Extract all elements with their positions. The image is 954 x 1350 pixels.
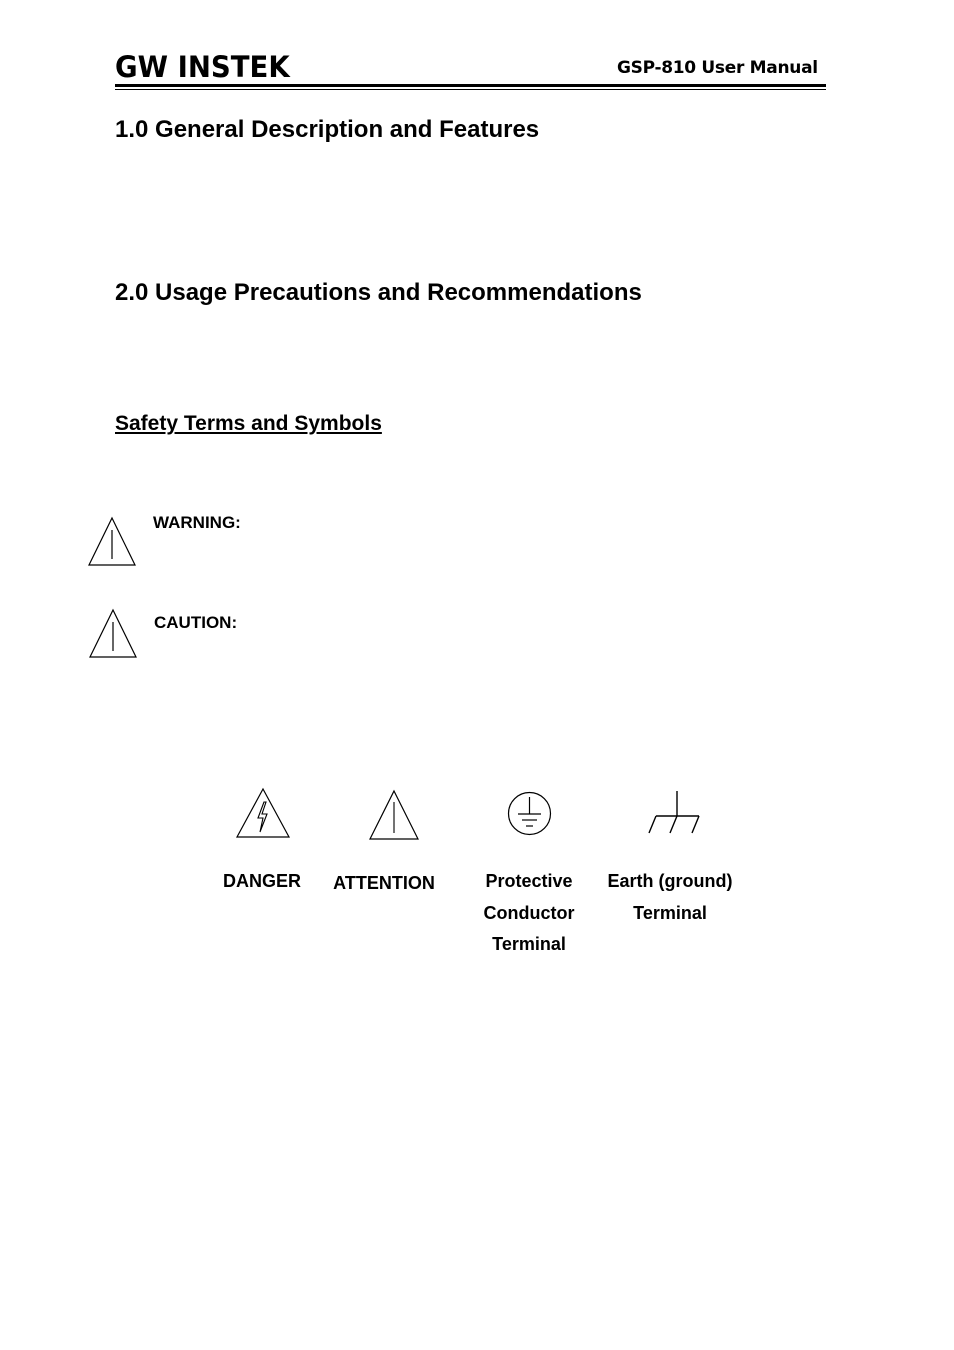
safety-subtitle: Safety Terms and Symbols xyxy=(115,412,382,435)
earth-ground-icon xyxy=(646,790,702,836)
danger-label: DANGER xyxy=(222,871,301,891)
earth-ground-label xyxy=(595,866,745,929)
protective-conductor-label xyxy=(464,866,594,961)
header-rule-thick xyxy=(115,84,826,87)
protective-label-line3: Terminal xyxy=(492,934,566,954)
warning-label: WARNING: xyxy=(153,513,241,532)
protective-conductor-icon xyxy=(507,791,552,836)
earth-label-line2: Terminal xyxy=(633,902,707,923)
caution-triangle-icon xyxy=(89,609,137,658)
earth-label-line1: Earth (ground) xyxy=(607,871,733,891)
section-usage-title: 2.0 Usage Precautions and Recommendations xyxy=(115,279,642,306)
attention-triangle-icon xyxy=(369,790,419,840)
header-rule-thin xyxy=(115,89,826,90)
attention-label: ATTENTION xyxy=(333,873,435,893)
section-general-title: 1.0 General Description and Features xyxy=(115,116,540,143)
protective-label-line1: Protective xyxy=(485,871,573,891)
brand-logo: GW INSTEK xyxy=(115,50,290,84)
warning-triangle-icon xyxy=(88,517,136,566)
danger-high-voltage-icon xyxy=(236,788,290,838)
manual-title: GSP-810 User Manual xyxy=(617,58,818,78)
caution-label: CAUTION: xyxy=(154,613,238,632)
protective-label-line2: Conductor xyxy=(483,902,575,923)
